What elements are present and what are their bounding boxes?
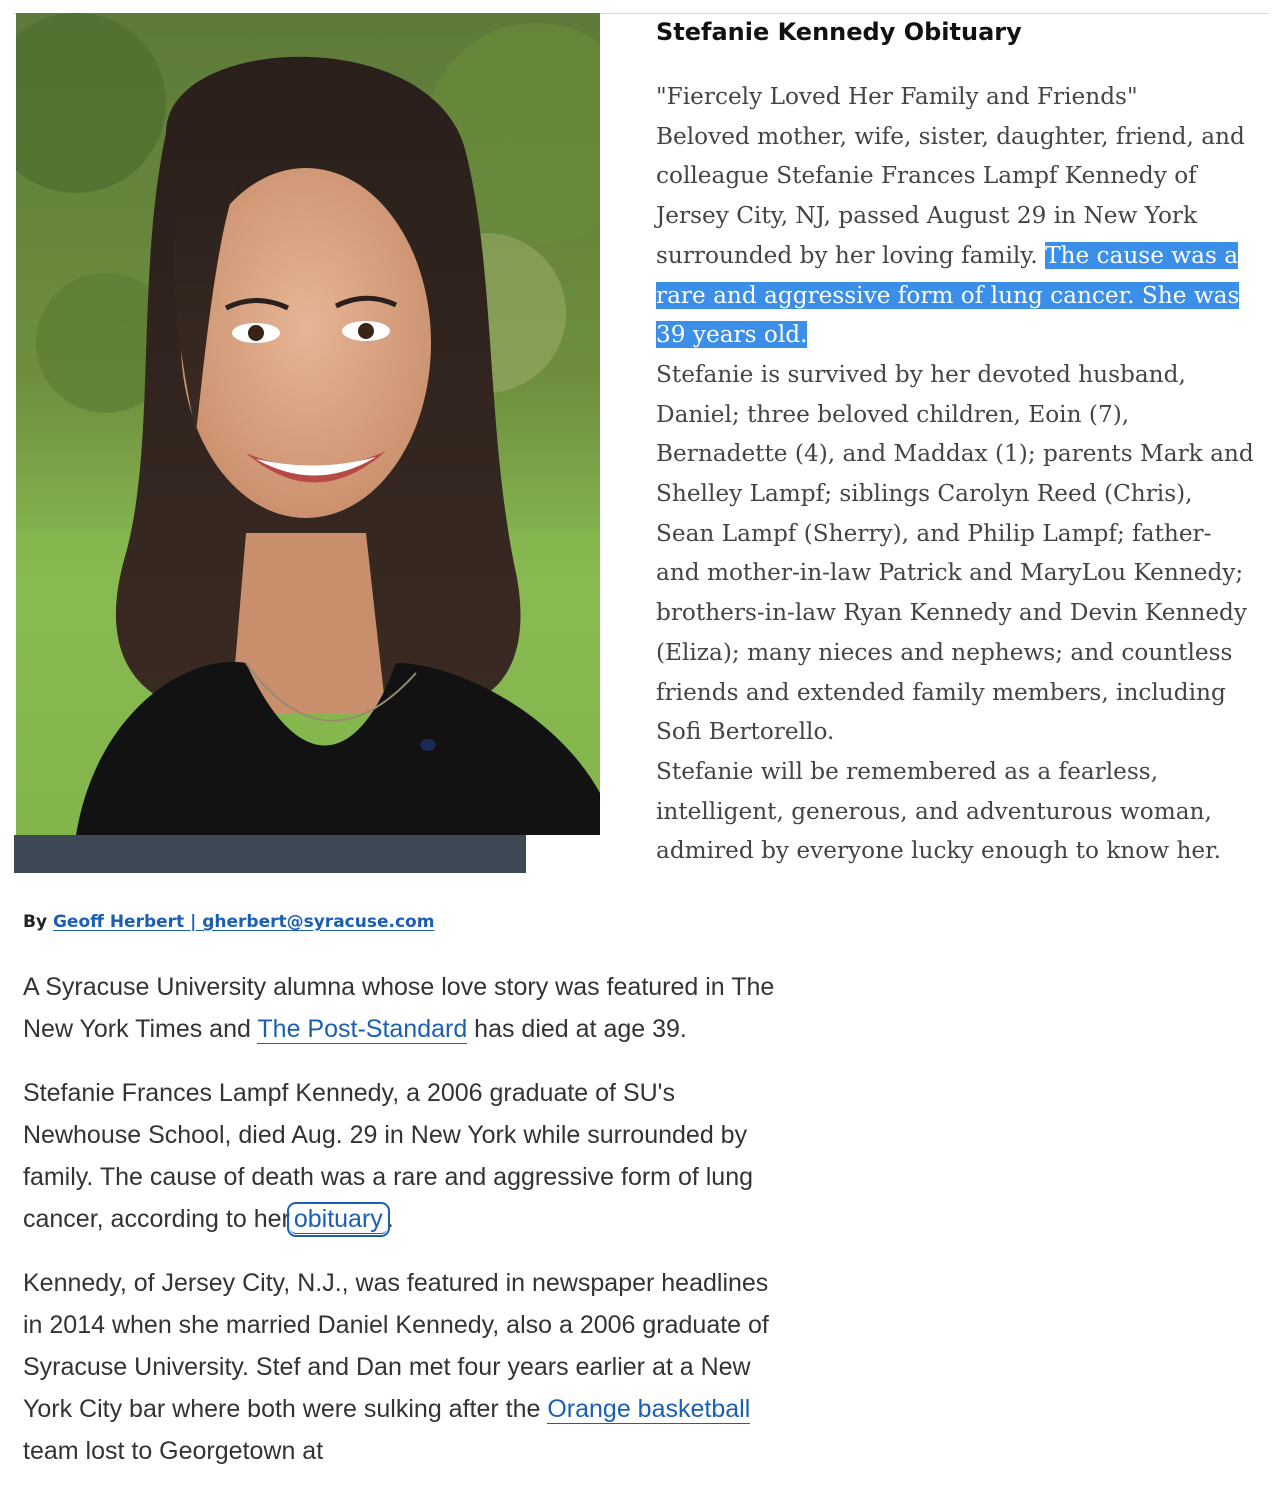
author-link[interactable]: Geoff Herbert | gherbert@syracuse.com bbox=[52, 912, 435, 932]
article-text: Stefanie Frances Lampf Kennedy, a 2006 graduate of SU's Newhouse School, died Aug. 29 in New York while surrounded by family. The cause of death was a rare and aggressive form of lung cancer, according to her bbox=[23, 1079, 754, 1233]
obituary-paragraph bbox=[656, 117, 1256, 355]
obituary-photo bbox=[16, 13, 600, 835]
byline bbox=[23, 912, 434, 932]
obituary-link[interactable]: obituary bbox=[290, 1205, 387, 1234]
article-text: Kennedy, of Jersey City, N.J., was featured in newspaper headlines in 2014 when she married Daniel Kennedy, also a 2006 graduate of Syracuse University. Stef and Dan met four years earlier at a New York City bar where both were sulking after the bbox=[23, 1269, 769, 1423]
post-standard-link[interactable]: The Post-Standard bbox=[257, 1015, 468, 1043]
article-paragraph bbox=[23, 966, 783, 1050]
photo-caption-bar bbox=[14, 835, 526, 873]
article-paragraph bbox=[23, 1072, 783, 1240]
selected-text-highlight[interactable]: The cause was a rare and aggressive form of lung cancer. She was 39 years old. bbox=[656, 241, 1240, 349]
article-text: A Syracuse University alumna whose love story was featured in The New York Times and bbox=[23, 973, 775, 1043]
obituary-quote: "Fiercely Loved Her Family and Friends" bbox=[656, 83, 1138, 110]
orange-basketball-link[interactable]: Orange basketball bbox=[547, 1395, 751, 1423]
article-body bbox=[23, 966, 783, 1494]
obituary-remembrance: Stefanie will be remembered as a fearless, intelligent, generous, and adventurous woman, admired by everyone lucky enough to know her. bbox=[656, 757, 1222, 865]
obituary-survivors: Stefanie is survived by her devoted husband, Daniel; three beloved children, Eoin (7), Bernadette (4), and Maddax (1); parents Mark and Shelley Lampf; siblings Carolyn Reed (Chris), Sean Lampf (Sherry), and Philip Lampf; father- and mother-in-law Patrick and MaryLou Kennedy; brothers-in-law Ryan Kennedy and Devin Kennedy (Eliza); many nieces and nephews; and countless friends and extended family members, including Sofi Bertorello. bbox=[656, 360, 1254, 746]
article-text: . bbox=[386, 1205, 394, 1233]
obituary-body bbox=[656, 77, 1256, 871]
article-paragraph bbox=[23, 1262, 783, 1472]
obituary-title: Stefanie Kennedy Obituary bbox=[656, 18, 1022, 46]
article-text: team lost to Georgetown at bbox=[23, 1437, 324, 1465]
byline-prefix: By bbox=[23, 912, 48, 932]
obituary-text: Beloved mother, wife, sister, daughter, friend, and colleague Stefanie Frances Lampf Kennedy of Jersey City, NJ, passed August 29 in New York surrounded by her loving family. bbox=[656, 122, 1245, 269]
article-text: has died at age 39. bbox=[467, 1015, 687, 1043]
